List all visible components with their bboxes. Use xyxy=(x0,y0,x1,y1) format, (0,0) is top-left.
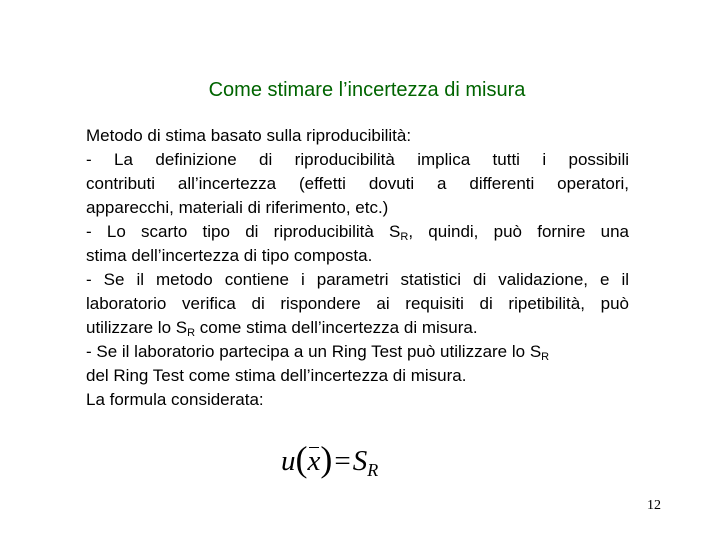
slide-title: Come stimare l’incertezza di misura xyxy=(208,79,526,101)
formula-open-paren: ( xyxy=(295,439,308,479)
formula-subscript-r: R xyxy=(367,460,379,480)
text-fragment: - Se il laboratorio partecipa a un Ring Test può utilizzare lo S xyxy=(86,342,542,361)
text-fragment: come stima dell’incertezza di misura. xyxy=(195,318,478,337)
formula-u: u xyxy=(281,445,296,477)
text-line: apparecchi, materiali di riferimento, etc.) xyxy=(86,198,389,217)
formula-close-paren: ) xyxy=(320,439,333,479)
text-line: Metodo di stima basato sulla riproducibilità: xyxy=(86,126,412,145)
text-line: stima dell’incertezza di tipo composta. xyxy=(86,246,373,265)
text-line xyxy=(86,220,629,244)
formula-x-bar: x xyxy=(308,439,321,483)
formula xyxy=(281,436,378,480)
text-fragment: - Lo scarto tipo di riproducibilità S xyxy=(86,222,401,241)
text-line: - La definizione di riproducibilità implica tutti i possibili xyxy=(86,150,629,169)
formula-equals: = xyxy=(334,445,351,477)
text-line: del Ring Test come stima dell’incertezza di misura. xyxy=(86,366,467,385)
text-fragment: , quindi, può fornire una xyxy=(408,222,629,241)
page-number: 12 xyxy=(647,498,661,513)
text-line xyxy=(86,316,629,340)
subscript-r: R xyxy=(187,327,196,339)
text-line: contributi all’incertezza (effetti dovuti a differenti operatori, xyxy=(86,174,629,193)
formula-s: S xyxy=(352,445,368,477)
text-line: laboratorio verifica di rispondere ai requisiti di ripetibilità, può xyxy=(86,294,629,313)
subscript-r: R xyxy=(400,231,409,243)
text-line: - Se il metodo contiene i parametri statistici di validazione, e il xyxy=(86,270,629,289)
text-line: La formula considerata: xyxy=(86,390,264,409)
text-line xyxy=(86,340,629,364)
text-fragment: utilizzare lo S xyxy=(86,318,188,337)
body-text xyxy=(86,124,629,412)
subscript-r: R xyxy=(541,351,550,363)
